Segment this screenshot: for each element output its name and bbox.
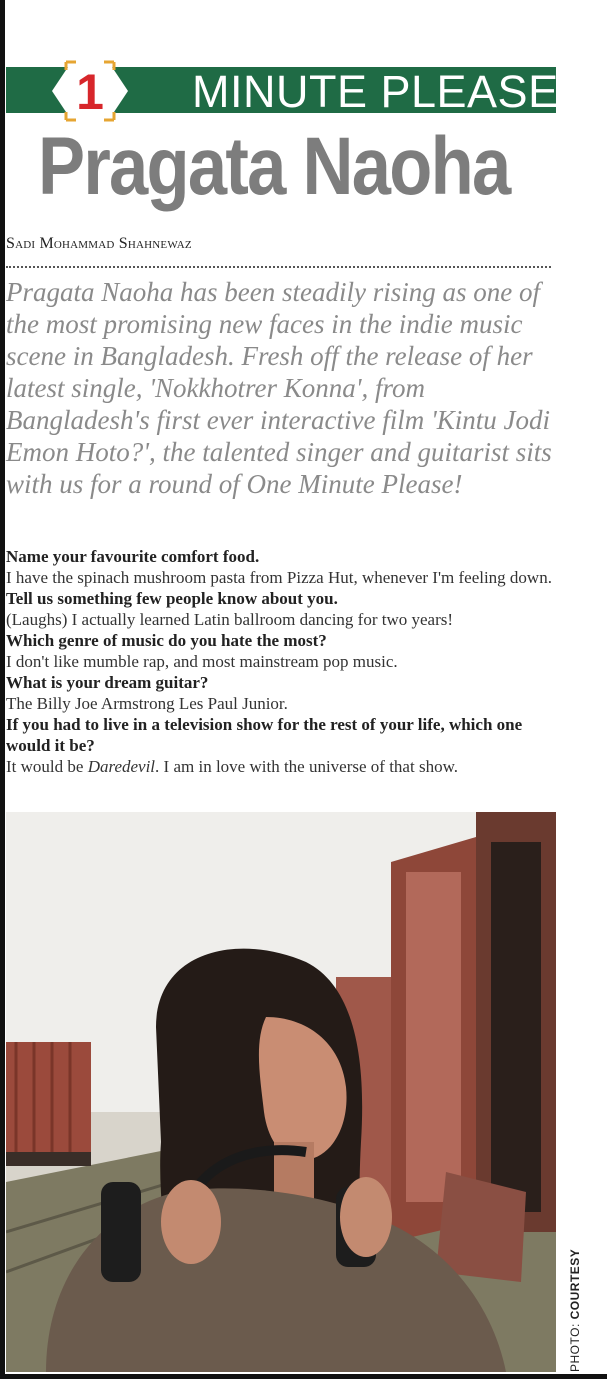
divider — [6, 266, 551, 268]
bottom-border — [0, 1374, 607, 1379]
show-title: Daredevil — [87, 757, 156, 776]
answer-text: It would be — [6, 757, 88, 776]
answer — [6, 756, 558, 777]
question: Which genre of music do you hate the most? — [6, 631, 327, 650]
answer: I don't like mumble rap, and most mainstream pop music. — [6, 652, 398, 671]
question: Tell us something few people know about you. — [6, 589, 338, 608]
question: Name your favourite comfort food. — [6, 547, 260, 566]
photo-credit — [568, 1249, 582, 1372]
badge-number: 1 — [76, 64, 104, 120]
number-badge — [48, 58, 132, 124]
photo-credit-label: PHOTO: — [568, 1319, 582, 1372]
section-title: MINUTE PLEASE — [192, 66, 559, 117]
answer: I have the spinach mushroom pasta from Pizza Hut, whenever I'm feeling down. — [6, 568, 552, 587]
qa-list — [6, 546, 558, 777]
byline: Sadi Mohammad Shahnewaz — [6, 235, 192, 252]
page-title: Pragata Naoha — [38, 121, 510, 212]
photo-illustration — [6, 812, 556, 1372]
photo-credit-source: COURTESY — [568, 1248, 582, 1320]
answer-text: . I am in love with the universe of that show. — [155, 757, 458, 776]
answer: (Laughs) I actually learned Latin ballroom dancing for two years! — [6, 610, 454, 629]
question: If you had to live in a television show for the rest of your life, which one would it be? — [6, 715, 523, 755]
left-border — [0, 0, 5, 1379]
intro-paragraph: Pragata Naoha has been steadily rising as one of the most promising new faces in the indie music scene in Bangladesh. Fresh off the release of her latest single, 'Nokkhotrer Konna', from Bangladesh's first ever interactive film 'Kintu Jodi Emon Hoto?', the talented singer and guitarist sits with us for a round of One Minute Please! — [6, 277, 552, 499]
question: What is your dream guitar? — [6, 673, 209, 692]
answer: The Billy Joe Armstrong Les Paul Junior. — [6, 694, 288, 713]
portrait-photo — [6, 812, 556, 1372]
